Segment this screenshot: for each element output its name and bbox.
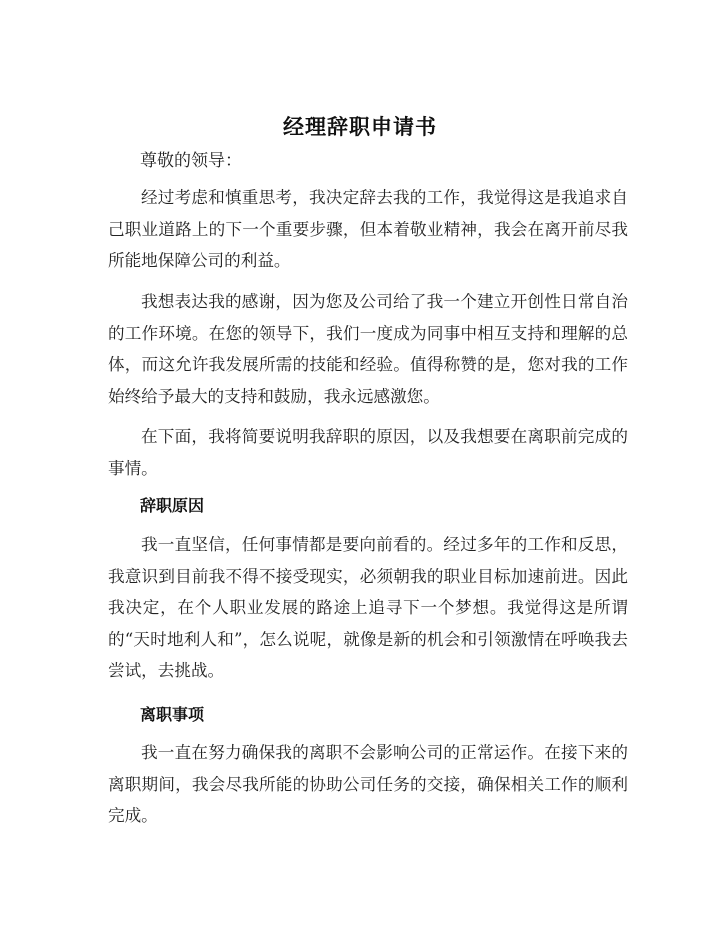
document-title: 经理辞职申请书 <box>283 114 437 139</box>
paragraph-outline: 在下面，我将简要说明我辞职的原因，以及我想要在离职前完成的事情。 <box>108 427 628 478</box>
paragraph-matters: 我一直在努力确保我的离职不会影响公司的正常运作。在接下来的离职期间，我会尽我所能的协助公司任务的交接，确保相关工作的顺利完成。 <box>108 743 628 826</box>
paragraph-thanks: 我想表达我的感谢，因为您及公司给了我一个建立开创性日常自治的工作环境。在您的领导下，我们一度成为同事中相互支持和理解的总体，而这允许我发展所需的技能和经验。值得称赞的是，您对我的工作始终给予最大的支持和鼓励，我永远感激您。 <box>108 292 628 406</box>
salutation: 尊敬的领导： <box>140 151 242 171</box>
paragraph-intro: 经过考虑和慎重思考，我决定辞去我的工作，我觉得这是我追求自己职业道路上的下一个重要步骤，但本着敬业精神，我会在离开前尽我所能地保障公司的利益。 <box>108 188 628 271</box>
section-heading-reason: 辞职原因 <box>140 496 205 515</box>
paragraph-reason: 我一直坚信，任何事情都是要向前看的。经过多年的工作和反思，我意识到目前我不得不接受现实，必须朝我的职业目标加速前进。因此我决定，在个人职业发展的路途上追寻下一个梦想。我觉得这是所谓的“天时地利人和”，怎么说呢，就像是新的机会和引领激情在呼唤我去尝试，去挑战。 <box>108 535 628 681</box>
section-heading-matters: 离职事项 <box>140 705 205 724</box>
